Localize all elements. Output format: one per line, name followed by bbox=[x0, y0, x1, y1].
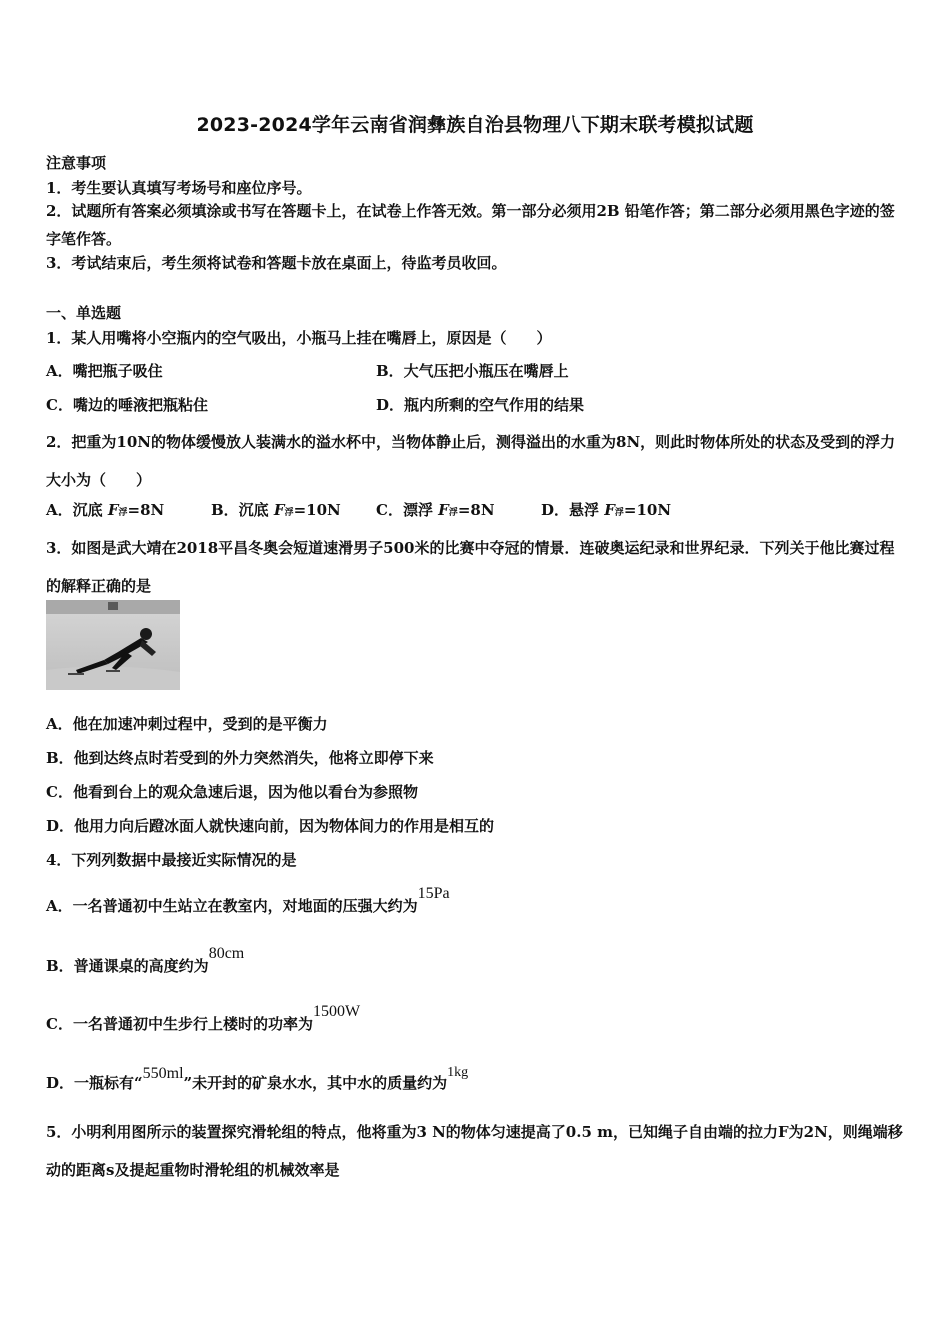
question-stem: 3．如图是武大靖在2018平昌冬奥会短道速滑男子500米的比赛中夺冠的情景．连破奥运纪录和世界纪录．下列关于他比赛过程的解释正确的是 bbox=[46, 539, 895, 595]
option-c: C．他看到台上的观众急速后退，因为他以看台为参照物 bbox=[46, 783, 418, 801]
option-c: C．嘴边的唾液把瓶粘住 bbox=[46, 396, 208, 414]
option-text: C．一名普通初中生步行上楼时的功率为 bbox=[46, 1015, 313, 1033]
option-text: D．悬浮 bbox=[541, 501, 605, 519]
question-stem: 1．某人用嘴将小空瓶内的空气吸出，小瓶马上挂在嘴唇上，原因是（ ） bbox=[46, 329, 552, 347]
page-title: 2023-2024学年云南省润彝族自治县物理八下期末联考模拟试题 bbox=[196, 114, 754, 136]
notice-item: 2．试题所有答案必须填涂或书写在答题卡上，在试卷上作答无效。第一部分必须用2B 铅笔作答；第二部分必须用黑色字迹的签字笔作答。 bbox=[46, 202, 895, 248]
option-text: B．沉底 bbox=[211, 501, 274, 519]
option-a bbox=[46, 885, 450, 916]
force-subscript: 浮 bbox=[118, 508, 128, 518]
option-b: B．大气压把小瓶压在嘴唇上 bbox=[376, 362, 569, 380]
question-stem: 4．下列列数据中最接近实际情况的是 bbox=[46, 851, 297, 869]
option-c bbox=[46, 1003, 361, 1034]
option-a: A．嘴把瓶子吸住 bbox=[46, 362, 163, 380]
option-value: 80cm bbox=[208, 945, 245, 962]
option-value: 1500W bbox=[312, 1003, 361, 1020]
option-d bbox=[46, 1065, 469, 1093]
notice-item: 3．考试结束后，考生须将试卷和答题卡放在桌面上，待监考员收回。 bbox=[46, 254, 507, 272]
option-d bbox=[541, 499, 671, 520]
option-b: B．他到达终点时若受到的外力突然消失，他将立即停下来 bbox=[46, 749, 434, 767]
option-text: A．沉底 bbox=[46, 501, 108, 519]
section-heading: 一、单选题 bbox=[46, 304, 122, 322]
option-value: 1kg bbox=[447, 1065, 469, 1080]
option-value: =8N bbox=[127, 501, 165, 519]
force-subscript: 浮 bbox=[448, 508, 458, 518]
notice-item: 1．考生要认真填写考场号和座位序号。 bbox=[46, 179, 312, 197]
option-text: B．普通课桌的高度约为 bbox=[46, 957, 209, 975]
option-value: 550ml bbox=[142, 1065, 184, 1082]
force-symbol: F bbox=[107, 501, 119, 519]
option-b bbox=[46, 945, 245, 976]
question-stem: 5．小明利用图所示的装置探究滑轮组的特点，他将重为3 N的物体匀速提高了0.5 m，已知绳子自由端的拉力F为2N，则绳端移动的距离s及提起重物时滑轮组的机械效率是 bbox=[46, 1123, 903, 1179]
force-subscript: 浮 bbox=[614, 508, 624, 518]
notice-heading: 注意事项 bbox=[46, 154, 107, 172]
force-subscript: 浮 bbox=[284, 508, 294, 518]
option-b bbox=[211, 499, 341, 520]
option-value: =10N bbox=[293, 501, 341, 519]
option-a bbox=[46, 499, 164, 520]
force-symbol: F bbox=[438, 501, 449, 519]
option-value: 15Pa bbox=[417, 885, 450, 902]
option-value: =10N bbox=[623, 501, 672, 519]
force-symbol: F bbox=[273, 501, 285, 519]
option-c bbox=[376, 499, 495, 520]
option-d: D．他用力向后蹬冰面人就快速向前，因为物体间力的作用是相互的 bbox=[46, 817, 495, 835]
question-stem: 2．把重为10N的物体缓慢放人装满水的溢水杯中，当物体静止后，测得溢出的水重为8N，则此时物体所处的状态及受到的浮力大小为（ ） bbox=[46, 433, 896, 489]
skater-photo bbox=[46, 600, 180, 690]
option-d: D．瓶内所剩的空气作用的结果 bbox=[376, 396, 585, 414]
option-a: A．他在加速冲刺过程中，受到的是平衡力 bbox=[46, 715, 328, 733]
option-value: =8N bbox=[457, 501, 495, 519]
option-text: C．漂浮 bbox=[376, 501, 439, 519]
option-text: ”未开封的矿泉水水，其中水的质量约为 bbox=[183, 1074, 448, 1092]
force-symbol: F bbox=[604, 501, 615, 519]
option-text: A．一名普通初中生站立在教室内，对地面的压强大约为 bbox=[46, 897, 418, 915]
option-text: D．一瓶标有“ bbox=[46, 1074, 143, 1092]
